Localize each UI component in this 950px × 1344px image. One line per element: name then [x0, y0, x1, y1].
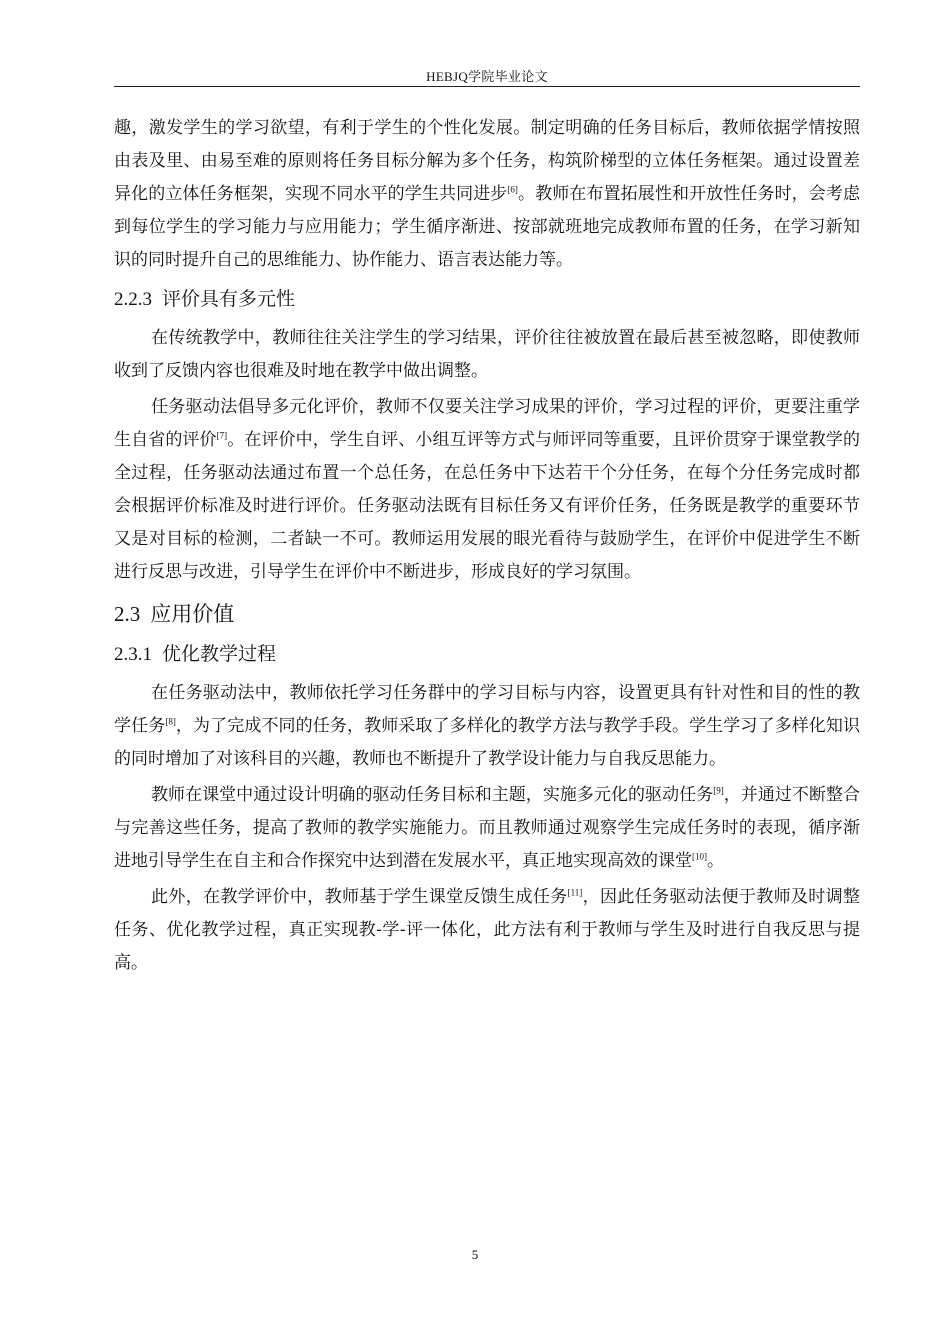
paragraph [114, 391, 860, 589]
paragraph [114, 677, 860, 776]
section-title: 应用价值 [150, 602, 235, 626]
paragraph-text: 。教师在布置拓展性和开放性任务时，会考虑到每位学生的学习能力与应用能力；学生循序渐进、按部就班地完成教师布置的任务，在学习新知识的同时提升自己的思维能力、协作能力、语言表达能力等。 [114, 184, 860, 270]
section-title: 优化教学过程 [162, 643, 277, 665]
paragraph-text: ，并通过不断整合与完善这些任务，提高了教师的教学实施能力。而且教师通过观察学生完成任务时的表现，循序渐进地引导学生在自主和合作探究中达到潜在发展水平，真正地实现高效的课堂 [114, 785, 861, 871]
citation-ref[interactable]: [11] [567, 887, 583, 898]
paragraph-text: ，因此任务驱动法便于教师及时调整任务、优化教学过程，真正实现教-学-评一体化，此方法有利于教师与学生及时进行自我反思与提高。 [114, 887, 861, 973]
section-number: 2.2.3 [114, 289, 152, 310]
citation-ref[interactable]: [7] [216, 430, 228, 441]
paragraph-text: 。在评价中，学生自评、小组互评等方式与师评同等重要，且评价贯穿于课堂教学的全过程，任务驱动法通过布置一个总任务，在总任务中下达若干个分任务，在每个分任务完成时都会根据评价标准及时进行评价。任务驱动法既有目标任务又有评价任务，任务既是教学的重要环节又是对目标的检测，二者缺一不可。教师运用发展的眼光看待与鼓励学生，在评价中促进学生不断进行反思与改进，引导学生在评价中不断进步，形成良好的学习氛围。 [114, 430, 861, 582]
section-heading-2-3-1 [114, 639, 860, 670]
paragraph-text: 任务驱动法倡导多元化评价，教师不仅要关注学习成果的评价，学习过程的评价，更要注重学生自省的评价 [114, 397, 860, 450]
paragraph-text: 。 [707, 851, 724, 871]
paragraph-text: 在传统教学中，教师往往关注学生的学习结果，评价往往被放置在最后甚至被忽略，即使教师收到了反馈内容也很难及时地在教学中做出调整。 [114, 328, 860, 381]
header-rule [114, 86, 860, 87]
paragraph-text: 教师在课堂中通过设计明确的驱动任务目标和主题，实施多元化的驱动任务 [151, 785, 714, 805]
paragraph [114, 881, 860, 980]
page-body [114, 112, 860, 983]
citation-ref[interactable]: [10] [692, 851, 707, 862]
citation-ref[interactable]: [8] [165, 716, 176, 727]
citation-ref[interactable]: [6] [507, 184, 518, 195]
paragraph-text: ，为了完成不同的任务，教师采取了多样化的教学方法与教学手段。学生学习了多样化知识的同时增加了对该科目的兴趣，教师也不断提升了教学设计能力与自我反思能力。 [114, 716, 861, 769]
paragraph-text: 在任务驱动法中，教师依托学习任务群中的学习目标与内容，设置更具有针对性和目的性的教学任务 [114, 683, 860, 736]
section-title: 评价具有多元性 [162, 288, 296, 310]
paragraph [114, 322, 860, 388]
section-number: 2.3 [114, 602, 141, 626]
section-heading-2-3 [114, 597, 860, 631]
paragraph-intro [114, 112, 860, 277]
running-header: HEBJQ学院毕业论文 [426, 69, 548, 84]
page-number: 5 [471, 1247, 479, 1262]
citation-ref[interactable]: [9] [713, 785, 724, 796]
section-number: 2.3.1 [114, 644, 152, 665]
paragraph-text: 趣，激发学生的学习欲望，有利于学生的个性化发展。制定明确的任务目标后，教师依据学情按照由表及里、由易至难的原则将任务目标分解为多个任务，构筑阶梯型的立体任务框架。通过设置差异化的立体任务框架，实现不同水平的学生共同进步 [114, 118, 860, 204]
section-heading-2-2-3 [114, 284, 860, 315]
paragraph-text: 此外，在教学评价中，教师基于学生课堂反馈生成任务 [151, 887, 568, 907]
paragraph [114, 779, 860, 878]
